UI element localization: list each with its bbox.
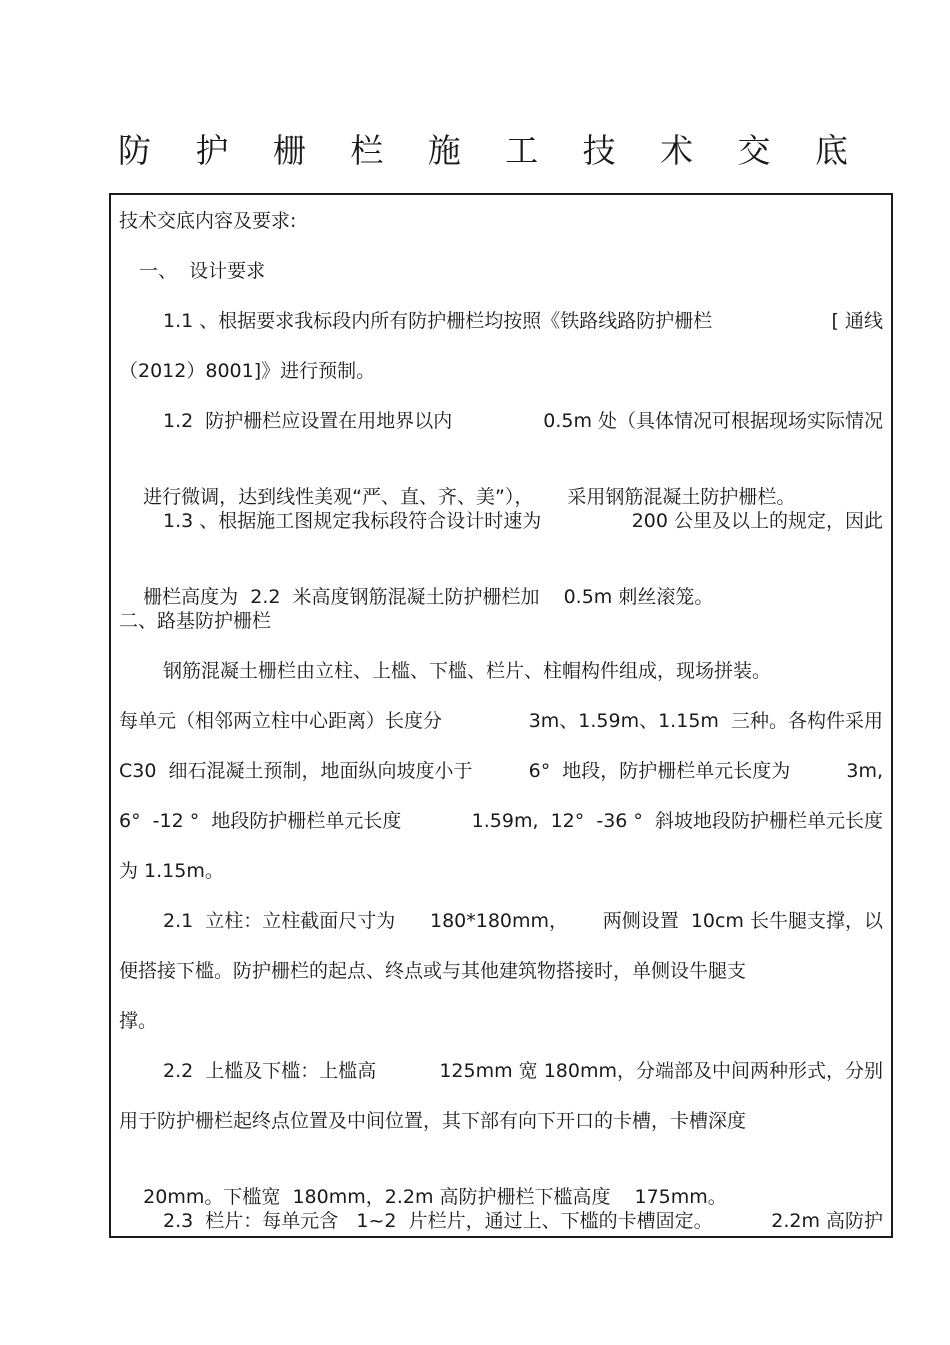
paragraph-line: 6° -12 ° 地段防护栅栏单元长度 1.59m, 12° -36 ° 斜坡地段防护栅栏单元长度: [119, 810, 883, 832]
paragraph-line: 便搭接下槛。防护栅栏的起点、终点或与其他建筑物搭接时，单侧设牛腿支: [119, 960, 747, 982]
paragraph-line: 1.3 、根据施工图规定我标段符合设计时速为 200 公里及以上的规定，因此: [163, 510, 883, 532]
paragraph-line: 钢筋混凝土栅栏由立柱、上槛、下槛、栏片、柱帽构件组成，现场拼装。: [163, 660, 772, 682]
title-char: 防: [118, 130, 151, 170]
paragraph-line: （2012）8001]》进行预制。: [119, 360, 376, 382]
paragraph-line: 2.3 栏片：每单元含 1~2 片栏片，通过上、下槛的卡槽固定。 2.2m 高防护: [163, 1210, 883, 1232]
paragraph-line: 20mm。下槛宽 180mm，2.2m 高防护栅栏下槛高度 175mm。: [143, 1186, 727, 1208]
paragraph-line: 2.1 立柱：立柱截面尺寸为 180*180mm， 两侧设置 10cm 长牛腿支撑，以: [163, 910, 883, 932]
title-char: 工: [505, 130, 539, 170]
section-heading-design: 一、 设计要求: [139, 260, 266, 282]
paragraph-line: C30 细石混凝土预制，地面纵向坡度小于 6° 地段，防护栅栏单元长度为 3m,: [119, 760, 883, 782]
paragraph-line: 每单元（相邻两立柱中心距离）长度分 3m、1.59m、1.15m 三种。各构件采用: [119, 710, 883, 732]
paragraph-line: 1.1 、根据要求我标段内所有防护栅栏均按照《铁路线路防护栅栏 [ 通线: [163, 310, 883, 332]
title-char: 栏: [350, 130, 384, 170]
page-title: [118, 126, 848, 170]
paragraph-line: 栅栏高度为 2.2 米高度钢筋混凝土防护栅栏加 0.5m 刺丝滚笼。: [143, 586, 714, 608]
section-heading-subgrade: 二、路基防护栅栏: [119, 610, 272, 632]
title-char: 技: [582, 130, 616, 170]
paragraph-line: 2.2 上槛及下槛：上槛高 125mm 宽 180mm，分端部及中间两种形式，分别: [163, 1060, 883, 1082]
paragraph-line: 为 1.15m。: [119, 860, 224, 882]
paragraph-line: 撑。: [119, 1010, 158, 1032]
paragraph-line: 1.2 防护栅栏应设置在用地界以内 0.5m 处（具体情况可根据现场实际情况: [163, 410, 883, 432]
content-frame: [109, 193, 893, 1238]
title-char: 护: [195, 130, 229, 170]
paragraph-line: 进行微调，达到线性美观“严、直、齐、美”）， 采用钢筋混凝土防护栅栏。: [143, 486, 796, 508]
title-char: 施: [427, 130, 461, 170]
title-char: 术: [660, 130, 694, 170]
title-char: 栅: [272, 130, 306, 170]
title-char: 底: [814, 130, 848, 170]
title-char: 交: [737, 130, 771, 170]
content-heading: 技术交底内容及要求:: [119, 210, 297, 232]
paragraph-line: 用于防护栅栏起终点位置及中间位置，其下部有向下开口的卡槽，卡槽深度: [119, 1110, 747, 1132]
